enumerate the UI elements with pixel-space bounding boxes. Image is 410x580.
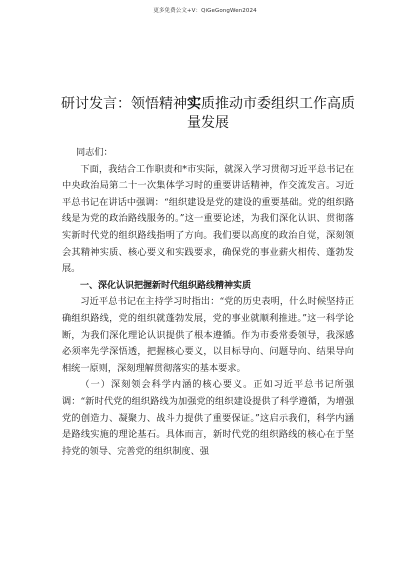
section-heading: 一、深化认识把握新时代组织路线精神实质	[80, 280, 252, 291]
document-body	[62, 145, 354, 460]
title-text-before: 研讨发言：领悟精神	[61, 96, 187, 112]
paragraph-section-1: 习近平总书记在主持学习时指出：“党的历史表明，什么时候坚持正确组织路线，党的组织就蓬勃发展，党的事业就顺利推进。”这一科学论断，为我们深化理论认识提供了根本遵循。作为市委常委领导，我深感必须率先学深悟透，把握核心要义，以目标导向、问题导向、结果导向相统一原则，深刻理解贯彻落实的基本要求。	[62, 296, 354, 374]
title-text-after: 质推动市委组织工作高质量发展	[187, 96, 355, 131]
paragraph-section-2: （一）深刻领会科学内涵的核心要义。正如习近平总书记所强调：“新时代党的组织路线为加强党的组织建设提供了科学遵循，为增强党的创造力、凝聚力、战斗力提供了重要保证。”这启示我们，科学内涵是路线实施的理论基石。具体而言，新时代党的组织路线的核心在于坚持党的领导、完善党的组织制度、强	[62, 379, 354, 457]
paragraph-intro: 下面，我结合工作职责和*市实际，就深入学习贯彻习近平总书记在中央政治局第二十一次集体学习时的重要讲话精神，作交流发言。习近平总书记在讲话中强调：“组织建设是党的建设的重要基础。党的组织路线是为党的政治路线服务的。”这一重要论述，为我们深化认识、贯彻落实新时代党的组织路线指明了方向。我们要以高度的政治自觉，深刻领会其精神实质、核心要义和实践要求，确保党的事业薪火相传、蓬勃发展。	[62, 163, 354, 275]
title-text-emphasis: 实	[187, 96, 201, 112]
document-title	[58, 95, 358, 133]
greeting: 同志们：	[76, 147, 113, 158]
header-note: 更多免费公文+V：QiGeGongWen2024	[153, 8, 257, 14]
